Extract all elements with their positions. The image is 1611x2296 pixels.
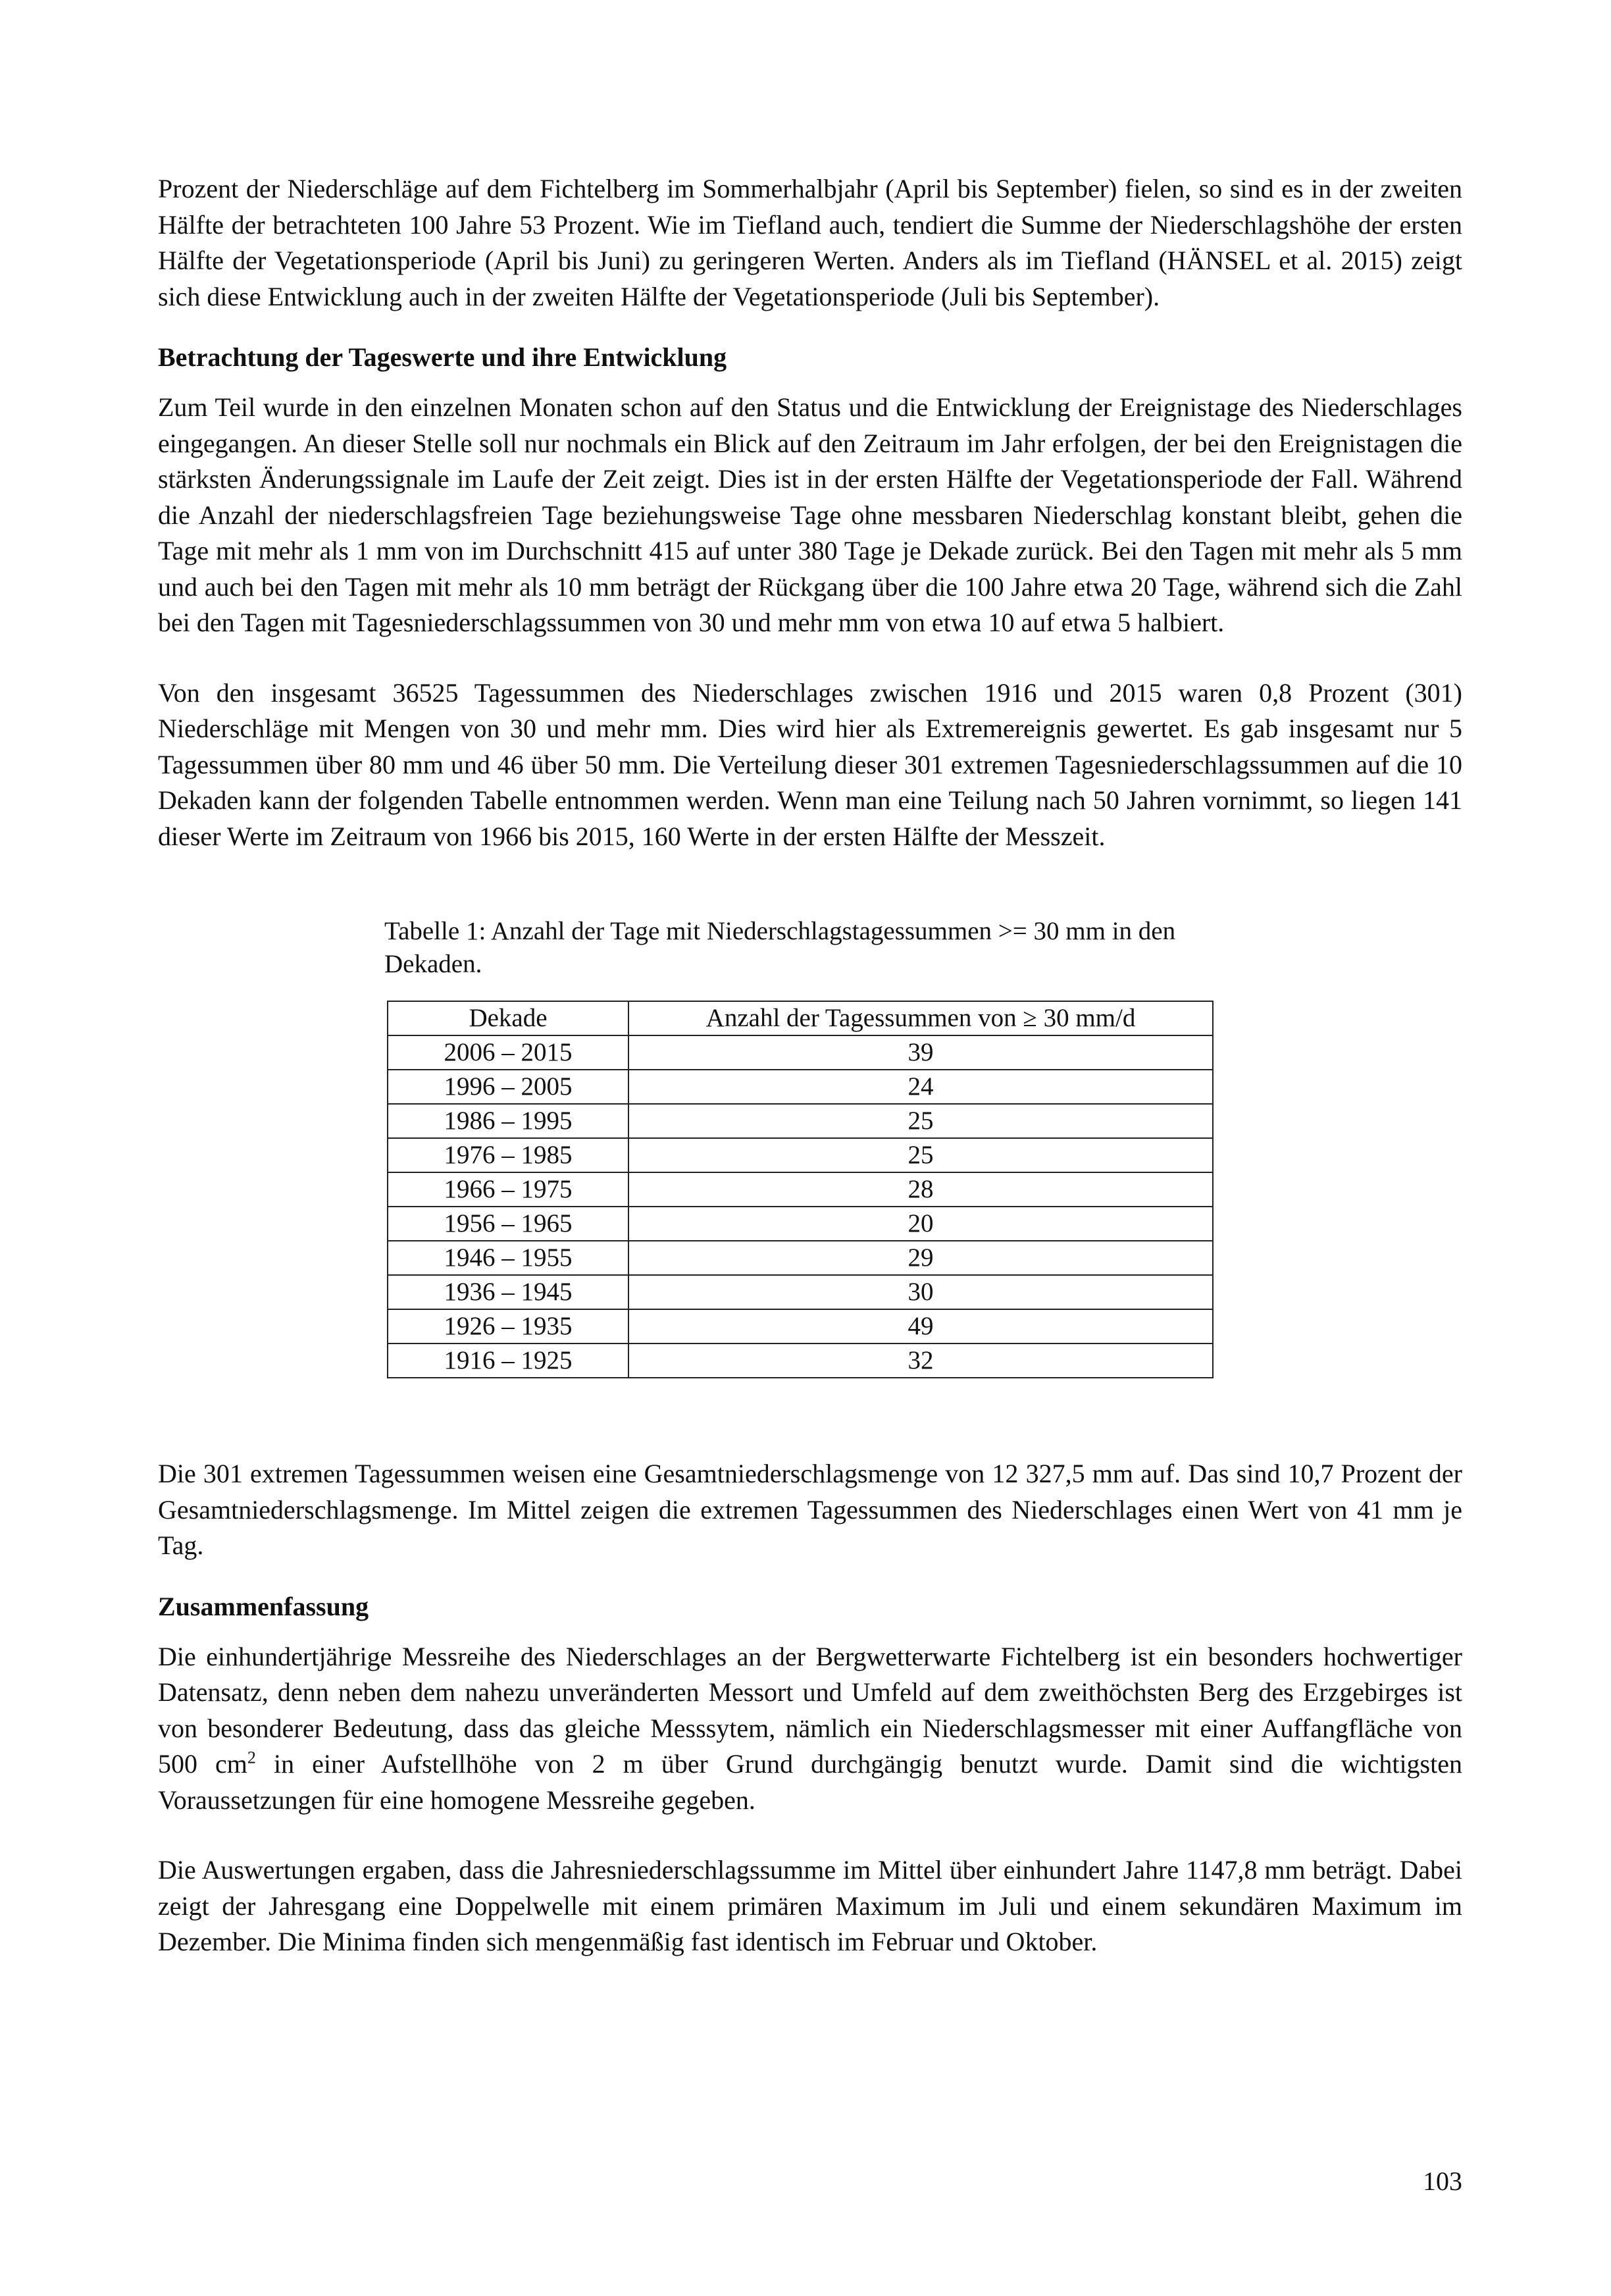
- section-heading: Betrachtung der Tageswerte und ihre Entwicklung: [158, 342, 727, 372]
- decade-cell: 1946 – 1955: [388, 1241, 628, 1275]
- paragraph: Die Auswertungen ergaben, dass die Jahresniederschlagssumme im Mittel über einhundert Jahre 1147,8 mm beträgt. Dabei zeigt der Jahresgang eine Doppelwelle mit einem primären Maximum im Juli und einem sekundären Maximum im Dezember. Die Minima finden sich mengenmäßig fast identisch im Februar und Oktober.: [158, 1855, 1462, 1956]
- table-row: [388, 1309, 1213, 1344]
- table-row: [388, 1241, 1213, 1275]
- count-cell: 25: [628, 1138, 1213, 1172]
- paragraph: Prozent der Niederschläge auf dem Fichtelberg im Sommerhalbjahr (April bis September) fielen, so sind es in der zweiten Hälfte der betrachteten 100 Jahre 53 Prozent. Wie im Tiefland auch, tendiert die Summe der Niederschlagshöhe der ersten Hälfte der Vegetationsperiode (April bis Juni) zu geringeren Werten. Anders als im Tiefland (HÄNSEL et al. 2015) zeigt sich diese Entwicklung auch in der zweiten Hälfte der Vegetationsperiode (Juli bis September).: [158, 174, 1462, 311]
- table-header-row: [388, 1001, 1213, 1035]
- count-cell: 25: [628, 1104, 1213, 1138]
- paragraph: Von den insgesamt 36525 Tagessummen des Niederschlages zwischen 1916 und 2015 waren 0,8 Prozent (301) Niederschläge mit Mengen von 30 und mehr mm. Dies wird hier als Extremereignis gewertet. Es gab insgesamt nur 5 Tagessummen über 80 mm und 46 über 50 mm. Die Verteilung dieser 301 extremen Tagesniederschlagssummen auf die 10 Dekaden kann der folgenden Tabelle entnommen werden. Wenn man eine Teilung nach 50 Jahren vornimmt, so liegen 141 dieser Werte im Zeitraum von 1966 bis 2015, 160 Werte in der ersten Hälfte der Messzeit.: [158, 677, 1462, 851]
- decade-cell: 1986 – 1995: [388, 1104, 628, 1138]
- paragraph: [158, 1639, 1462, 1819]
- decade-cell: 2006 – 2015: [388, 1035, 628, 1070]
- table-row: [388, 1138, 1213, 1172]
- column-header: Anzahl der Tagessummen von ≥ 30 mm/d: [628, 1001, 1213, 1035]
- table-row: [388, 1035, 1213, 1070]
- data-table: [387, 1001, 1214, 1378]
- table-row: [388, 1172, 1213, 1207]
- decade-cell: 1926 – 1935: [388, 1309, 628, 1344]
- table-row: [388, 1104, 1213, 1138]
- paragraph-text: Die einhundertjährige Messreihe des Niederschlages an der Bergwetterwarte Fichtelberg ist ein besonders hochwertiger Datensatz, denn neben dem nahezu unveränderten Messort und Umfeld auf dem zweithöchsten Berg des Erzgebirges ist von besonderer Bedeutung, dass das gleiche Messsytem, nämlich ein Niederschlagsmesser mit einer Auffangfläche von 500 cm: [158, 1641, 1462, 1779]
- decade-cell: 1976 – 1985: [388, 1138, 628, 1172]
- count-cell: 39: [628, 1035, 1213, 1070]
- document-page: [158, 171, 1462, 1960]
- decade-cell: 1996 – 2005: [388, 1070, 628, 1104]
- decade-cell: 1916 – 1925: [388, 1344, 628, 1378]
- column-header: Dekade: [388, 1001, 628, 1035]
- section-heading: Zusammenfassung: [158, 1591, 369, 1621]
- table-caption: Tabelle 1: Anzahl der Tage mit Niederschlagstagessummen >= 30 mm in den Dekaden.: [384, 917, 1176, 978]
- decade-cell: 1936 – 1945: [388, 1275, 628, 1309]
- count-cell: 29: [628, 1241, 1213, 1275]
- count-cell: 49: [628, 1309, 1213, 1344]
- table-row: [388, 1070, 1213, 1104]
- count-cell: 20: [628, 1207, 1213, 1241]
- table-row: [388, 1344, 1213, 1378]
- decade-cell: 1956 – 1965: [388, 1207, 628, 1241]
- paragraph: Die 301 extremen Tagessummen weisen eine Gesamtniederschlagsmenge von 12 327,5 mm auf. Das sind 10,7 Prozent der Gesamtniederschlagsmenge. Im Mittel zeigen die extremen Tagessummen des Niederschlages einen Wert von 41 mm je Tag.: [158, 1459, 1462, 1560]
- table-row: [388, 1207, 1213, 1241]
- table-row: [388, 1275, 1213, 1309]
- paragraph: Zum Teil wurde in den einzelnen Monaten schon auf den Status und die Entwicklung der Ereignistage des Niederschlages eingegangen. An dieser Stelle soll nur nochmals ein Blick auf den Zeitraum im Jahr erfolgen, der bei den Ereignistagen die stärksten Änderungssignale im Laufe der Zeit zeigt. Dies ist in der ersten Hälfte der Vegetationsperiode der Fall. Während die Anzahl der niederschlagsfreien Tage beziehungsweise Tage ohne messbaren Niederschlag konstant bleibt, gehen die Tage mit mehr als 1 mm von im Durchschnitt 415 auf unter 380 Tage je Dekade zurück. Bei den Tagen mit mehr als 5 mm und auch bei den Tagen mit mehr als 10 mm beträgt der Rückgang über die 100 Jahre etwa 20 Tage, während sich die Zahl bei den Tagen mit Tagesniederschlagssummen von 30 und mehr mm von etwa 10 auf etwa 5 halbiert.: [158, 392, 1462, 637]
- decade-cell: 1966 – 1975: [388, 1172, 628, 1207]
- count-cell: 32: [628, 1344, 1213, 1378]
- count-cell: 24: [628, 1070, 1213, 1104]
- page-number: 103: [1423, 2166, 1462, 2196]
- count-cell: 30: [628, 1275, 1213, 1309]
- paragraph-text: in einer Aufstellhöhe von 2 m über Grund durchgängig benutzt wurde. Damit sind die wichtigsten Voraussetzungen für eine homogene Messreihe gegeben.: [158, 1749, 1462, 1815]
- count-cell: 28: [628, 1172, 1213, 1207]
- superscript: 2: [247, 1748, 256, 1767]
